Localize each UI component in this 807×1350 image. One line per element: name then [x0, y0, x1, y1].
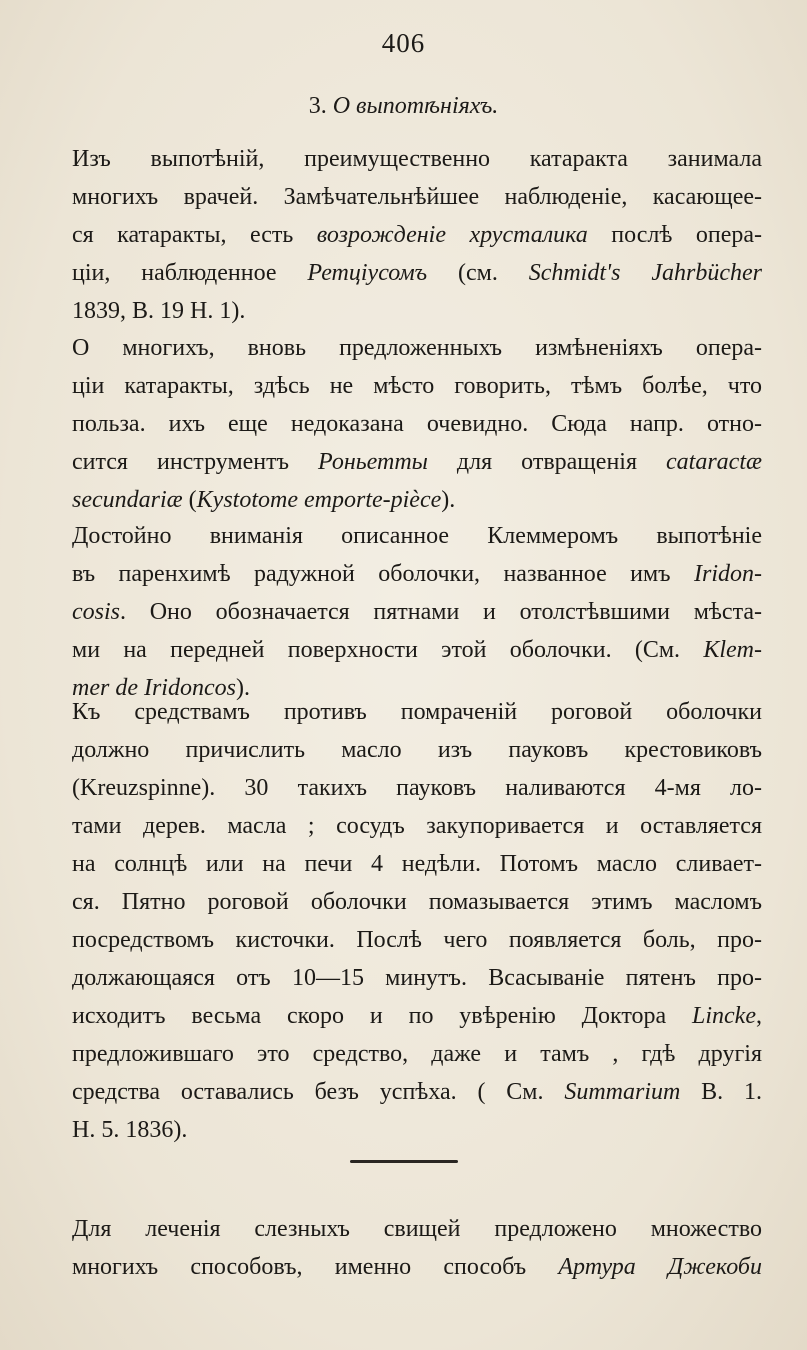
text-line — [72, 216, 762, 254]
text-line — [72, 593, 762, 631]
text-run: должно причислить масло изъ пауковъ крестовиковъ — [72, 737, 762, 763]
text-line — [72, 769, 762, 807]
text-run: ся катаракты, есть — [72, 222, 317, 248]
text-run: средства оставались безъ успѣха. ( См. — [72, 1079, 565, 1105]
section-divider — [350, 1160, 458, 1163]
text-line — [72, 959, 762, 997]
text-run: ціи, наблюденное — [72, 260, 308, 286]
italic-text-run: cosis — [72, 599, 120, 625]
text-run: ми на передней поверхности этой оболочки. (См. — [72, 637, 704, 663]
text-run: посредствомъ кисточки. Послѣ чего появляется боль, про- — [72, 927, 762, 953]
text-line — [72, 481, 762, 519]
text-line — [72, 631, 762, 669]
text-line — [72, 517, 762, 555]
italic-text-run: Артура Джекоби — [558, 1254, 762, 1280]
text-line — [72, 443, 762, 481]
italic-text-run: Lincke — [692, 1003, 756, 1029]
page-number: 406 — [381, 28, 426, 58]
text-run: многихъ способовъ, именно способъ — [72, 1254, 559, 1280]
text-run: H. 5. 1836). — [72, 1117, 188, 1143]
text-run: предложившаго это средство, даже и тамъ , гдѣ другія — [72, 1041, 762, 1067]
text-run: ( — [182, 487, 197, 513]
text-line — [72, 254, 762, 292]
text-run: Достойно вниманія описанное Клеммеромъ выпотѣніе — [72, 523, 762, 549]
text-run: . Оно обозначается пятнами и отолстѣвшими мѣста- — [120, 599, 762, 625]
text-run: 1839, B. 19 H. 1). — [72, 298, 246, 324]
paragraph-1 — [72, 140, 762, 330]
text-line — [72, 1210, 762, 1248]
text-line — [72, 693, 762, 731]
text-run: на солнцѣ или на печи 4 недѣли. Потомъ масло сливает- — [72, 851, 762, 877]
text-run: ). — [441, 487, 456, 513]
text-run: польза. ихъ еще недоказана очевидно. Сюда напр. отно- — [72, 411, 762, 437]
text-line — [72, 807, 762, 845]
italic-text-run: Ретціусомъ — [307, 260, 428, 286]
section-title-text: О выпотѣніяхъ. — [332, 93, 499, 119]
text-line — [72, 555, 762, 593]
italic-text-run: cataractæ — [666, 449, 762, 475]
section-number: 3. — [308, 93, 327, 119]
paragraph-5 — [72, 1210, 762, 1286]
paragraph-4 — [72, 693, 762, 1149]
text-run: , — [756, 1003, 762, 1029]
italic-text-run: Klem- — [703, 637, 762, 663]
italic-text-run: Summarium — [564, 1079, 681, 1105]
text-run: ся. Пятно роговой оболочки помазывается этимъ масломъ — [72, 889, 762, 915]
paragraph-2 — [72, 329, 762, 519]
text-run: исходитъ весьма скоро и по увѣренію Доктора — [72, 1003, 693, 1029]
text-run: (Kreuzspinne). 30 такихъ пауковъ наливаются 4-мя ло- — [72, 775, 762, 801]
text-run: сится инструментъ — [72, 449, 319, 475]
italic-text-run: Iridon- — [694, 561, 762, 587]
italic-text-run: Kystotome emporte-pièce — [196, 487, 442, 513]
text-run: ). — [235, 675, 250, 701]
text-line — [72, 405, 762, 443]
text-line — [72, 731, 762, 769]
text-line — [72, 1035, 762, 1073]
text-line — [72, 1073, 762, 1111]
text-line — [72, 292, 762, 330]
italic-text-run: Schmidt's Jahrbücher — [528, 260, 762, 286]
text-line — [72, 997, 762, 1035]
text-line — [72, 329, 762, 367]
text-run: тами дерев. масла ; сосудъ закупоривается и оставляется — [72, 813, 762, 839]
text-run: О многихъ, вновь предложенныхъ измѣненіяхъ опера- — [72, 335, 762, 361]
text-run: многихъ врачей. Замѣчательнѣйшее наблюденіе, касающее- — [72, 184, 762, 210]
italic-text-run: secundariæ — [72, 487, 183, 513]
paragraph-3 — [72, 517, 762, 707]
text-run: Изъ выпотѣній, преимущественно катаракта занимала — [72, 146, 762, 172]
text-run: послѣ опера- — [587, 222, 762, 248]
text-run: для отвращенія — [427, 449, 666, 475]
text-run: ціи катаракты, здѣсь не мѣсто говорить, тѣмъ болѣе, что — [72, 373, 762, 399]
text-run: (см. — [427, 260, 529, 286]
text-line — [72, 1248, 762, 1286]
text-line — [72, 845, 762, 883]
text-run: должающаяся отъ 10—15 минутъ. Всасываніе пятенъ про- — [72, 965, 762, 991]
text-run: Для леченія слезныхъ свищей предложено множество — [72, 1216, 762, 1242]
text-line — [72, 1111, 762, 1149]
italic-text-run: Роньетты — [318, 449, 428, 475]
text-run: Къ средствамъ противъ помраченій роговой оболочки — [72, 699, 762, 725]
italic-text-run: mer de Iridoncos — [72, 675, 236, 701]
text-line — [72, 367, 762, 405]
text-run: въ паренхимѣ радужной оболочки, названное имъ — [72, 561, 694, 587]
text-line — [72, 178, 762, 216]
section-title — [0, 93, 807, 120]
text-line — [72, 921, 762, 959]
text-run: B. 1. — [680, 1079, 763, 1105]
text-line — [72, 140, 762, 178]
italic-text-run: возрожденіе хрусталика — [316, 222, 588, 248]
text-line — [72, 883, 762, 921]
